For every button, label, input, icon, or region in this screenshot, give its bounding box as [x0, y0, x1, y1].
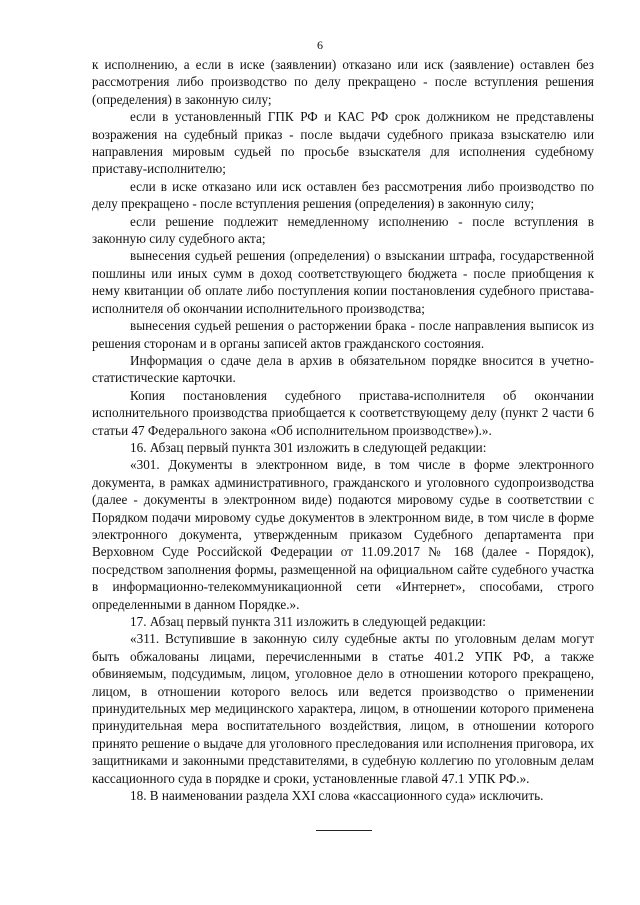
body-text — [92, 56, 594, 804]
paragraph: 18. В наименовании раздела XXI слова «кассационного суда» исключить. — [130, 788, 544, 804]
paragraph: если в установленный ГПК РФ и КАС РФ срок должником не представлены возражения на судебный приказ - после выдачи судебного приказа взыскателю или направления мировым судьей по просьбе взыскателя для исполнения судебному приставу-исполнителю; — [92, 109, 594, 177]
paragraph: вынесения судьей решения о расторжении брака - после направления выписок из решения сторонам и в органы записей актов гражданского состояния. — [92, 318, 594, 351]
paragraph: 16. Абзац первый пункта 301 изложить в следующей редакции: — [130, 439, 487, 455]
footer-divider — [316, 830, 372, 831]
paragraph: если решение подлежит немедленному исполнению - после вступления в законную силу судебного акта; — [92, 213, 594, 247]
paragraph: 17. Абзац первый пункта 311 изложить в следующей редакции: — [130, 614, 486, 629]
paragraph: «301. Документы в электронном виде, в том числе в форме электронного документа, в рамках административного, гражданского и уголовного судопроизводства (далее - документы в электронном виде) подаются мировому судье в соответствии с Порядком подачи мировому судье документов в электронном виде, в том числе в форме электронного документа, утвержденным приказом Судебного департамента при Верховном Суде Российской Федерации от 11.09.2017 № 168 (далее - Порядок), посредством заполнения формы, размещенной на официальном сайте судебного участка в информационно-телекоммуникационной сети «Интернет», способами, строго определенными в данном Порядке.». — [92, 457, 594, 612]
paragraph: вынесения судьей решения (определения) о взыскании штрафа, государственной пошлины или иных сумм в доход соответствующего бюджета - после приобщения к нему квитанции об оплате либо поступления копии постановления судебного пристава-исполнителя об окончании исполнительного производства; — [92, 248, 594, 316]
paragraph: если в иске отказано или иск оставлен без рассмотрения либо производство по делу прекращено - после вступления решения (определения) в законную силу; — [92, 178, 594, 212]
paragraph: «311. Вступившие в законную силу судебные акты по уголовным делам могут быть обжалованы лицами, перечисленными в статье 401.2 УПК РФ, а также обвиняемым, подсудимым, лицом, уголовное дело в отношении которого прекращено, лицом, в отношении которого велось или ведется производство о применении принудительных мер медицинского характера, лицом, в отношении которого применена принудительная мера воспитательного воздействия, лицом, в отношении которого принято решение о выдаче для уголовного преследования или исполнения приговора, их защитниками и законными представителями, в судебную коллегию по уголовным делам кассационного суда в порядке и сроки, установленные главой 47.1 УПК РФ.». — [92, 631, 594, 786]
paragraph: к исполнению, а если в иске (заявлении) отказано или иск (заявление) оставлен без рассмотрения либо производство по делу прекращено - после вступления решения (определения) в законную силу; — [92, 57, 594, 107]
paragraph: Копия постановления судебного пристава-исполнителя об окончании исполнительного производства приобщается к соответствующему делу (пункт 2 части 6 статьи 47 Федерального закона «Об исполнительном производстве»).». — [92, 387, 594, 438]
paragraph: Информация о сдаче дела в архив в обязательном порядке вносится в учетно-статистические карточки. — [92, 352, 594, 386]
page-number: 6 — [317, 38, 323, 52]
